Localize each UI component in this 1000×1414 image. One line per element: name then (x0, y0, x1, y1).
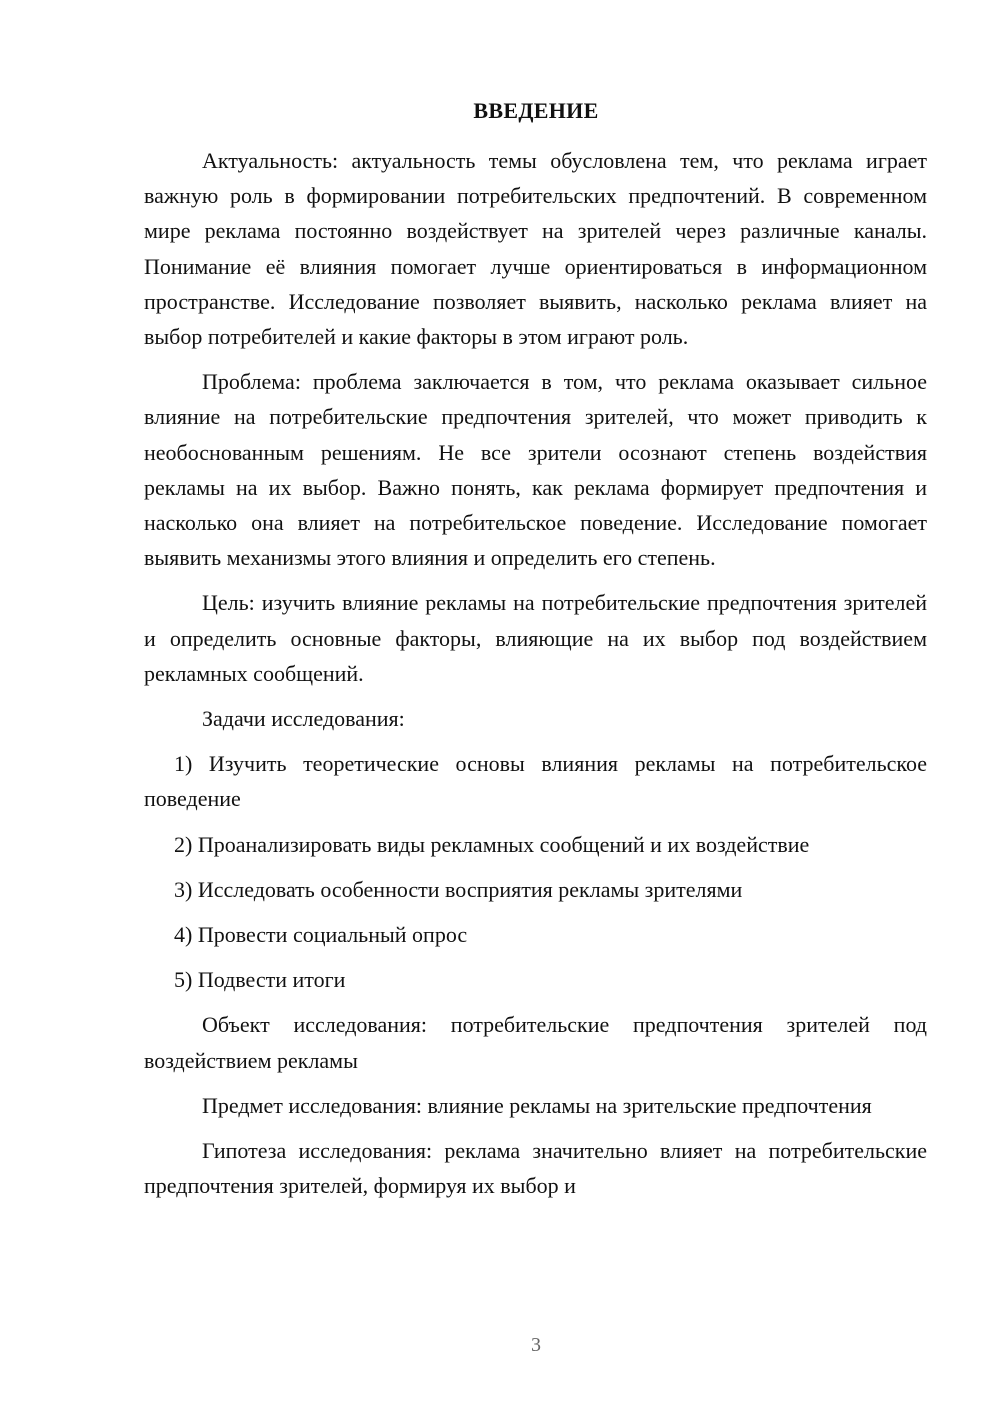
page-number: 3 (531, 1334, 541, 1356)
task-item-2: 2) Проанализировать виды рекламных сообщений и их воздействие (174, 831, 810, 857)
object-paragraph: Объект исследования: потребительские предпочтения зрителей под воздействием рекламы (144, 1012, 927, 1073)
task-item-5: 5) Подвести итоги (174, 967, 346, 993)
page-title: ВВЕДЕНИЕ (473, 98, 599, 123)
body-text (144, 143, 927, 1213)
task-item-3: 3) Исследовать особенности восприятия рекламы зрителями (174, 876, 743, 902)
hypothesis-paragraph: Гипотеза исследования: реклама значительно влияет на потребительские предпочтения зрителей, формируя их выбор и (144, 1138, 927, 1199)
goal-paragraph: Цель: изучить влияние рекламы на потребительские предпочтения зрителей и определить основные факторы, влияющие на их выбор под воздействием рекламных сообщений. (144, 590, 927, 686)
actuality-paragraph: Актуальность: актуальность темы обусловлена тем, что реклама играет важную роль в формировании потребительских предпочтений. В современном мире реклама постоянно воздействует на зрителей через различные каналы. Понимание её влияния помогает лучше ориентироваться в информационном пространстве. Исследование позволяет выявить, насколько реклама влияет на выбор потребителей и какие факторы в этом играют роль. (144, 148, 927, 350)
tasks-heading: Задачи исследования: (202, 706, 405, 732)
task-item-1: 1) Изучить теоретические основы влияния рекламы на потребительское поведение (144, 751, 927, 812)
task-item-4: 4) Провести социальный опрос (174, 922, 468, 948)
problem-paragraph: Проблема: проблема заключается в том, что реклама оказывает сильное влияние на потребительские предпочтения зрителей, что может приводить к необоснованным решениям. Не все зрители осознают степень воздействия рекламы на их выбор. Важно понять, как реклама формирует предпочтения и насколько она влияет на потребительское поведение. Исследование помогает выявить механизмы этого влияния и определить его степень. (144, 369, 927, 571)
subject-paragraph: Предмет исследования: влияние рекламы на зрительские предпочтения (202, 1092, 872, 1118)
